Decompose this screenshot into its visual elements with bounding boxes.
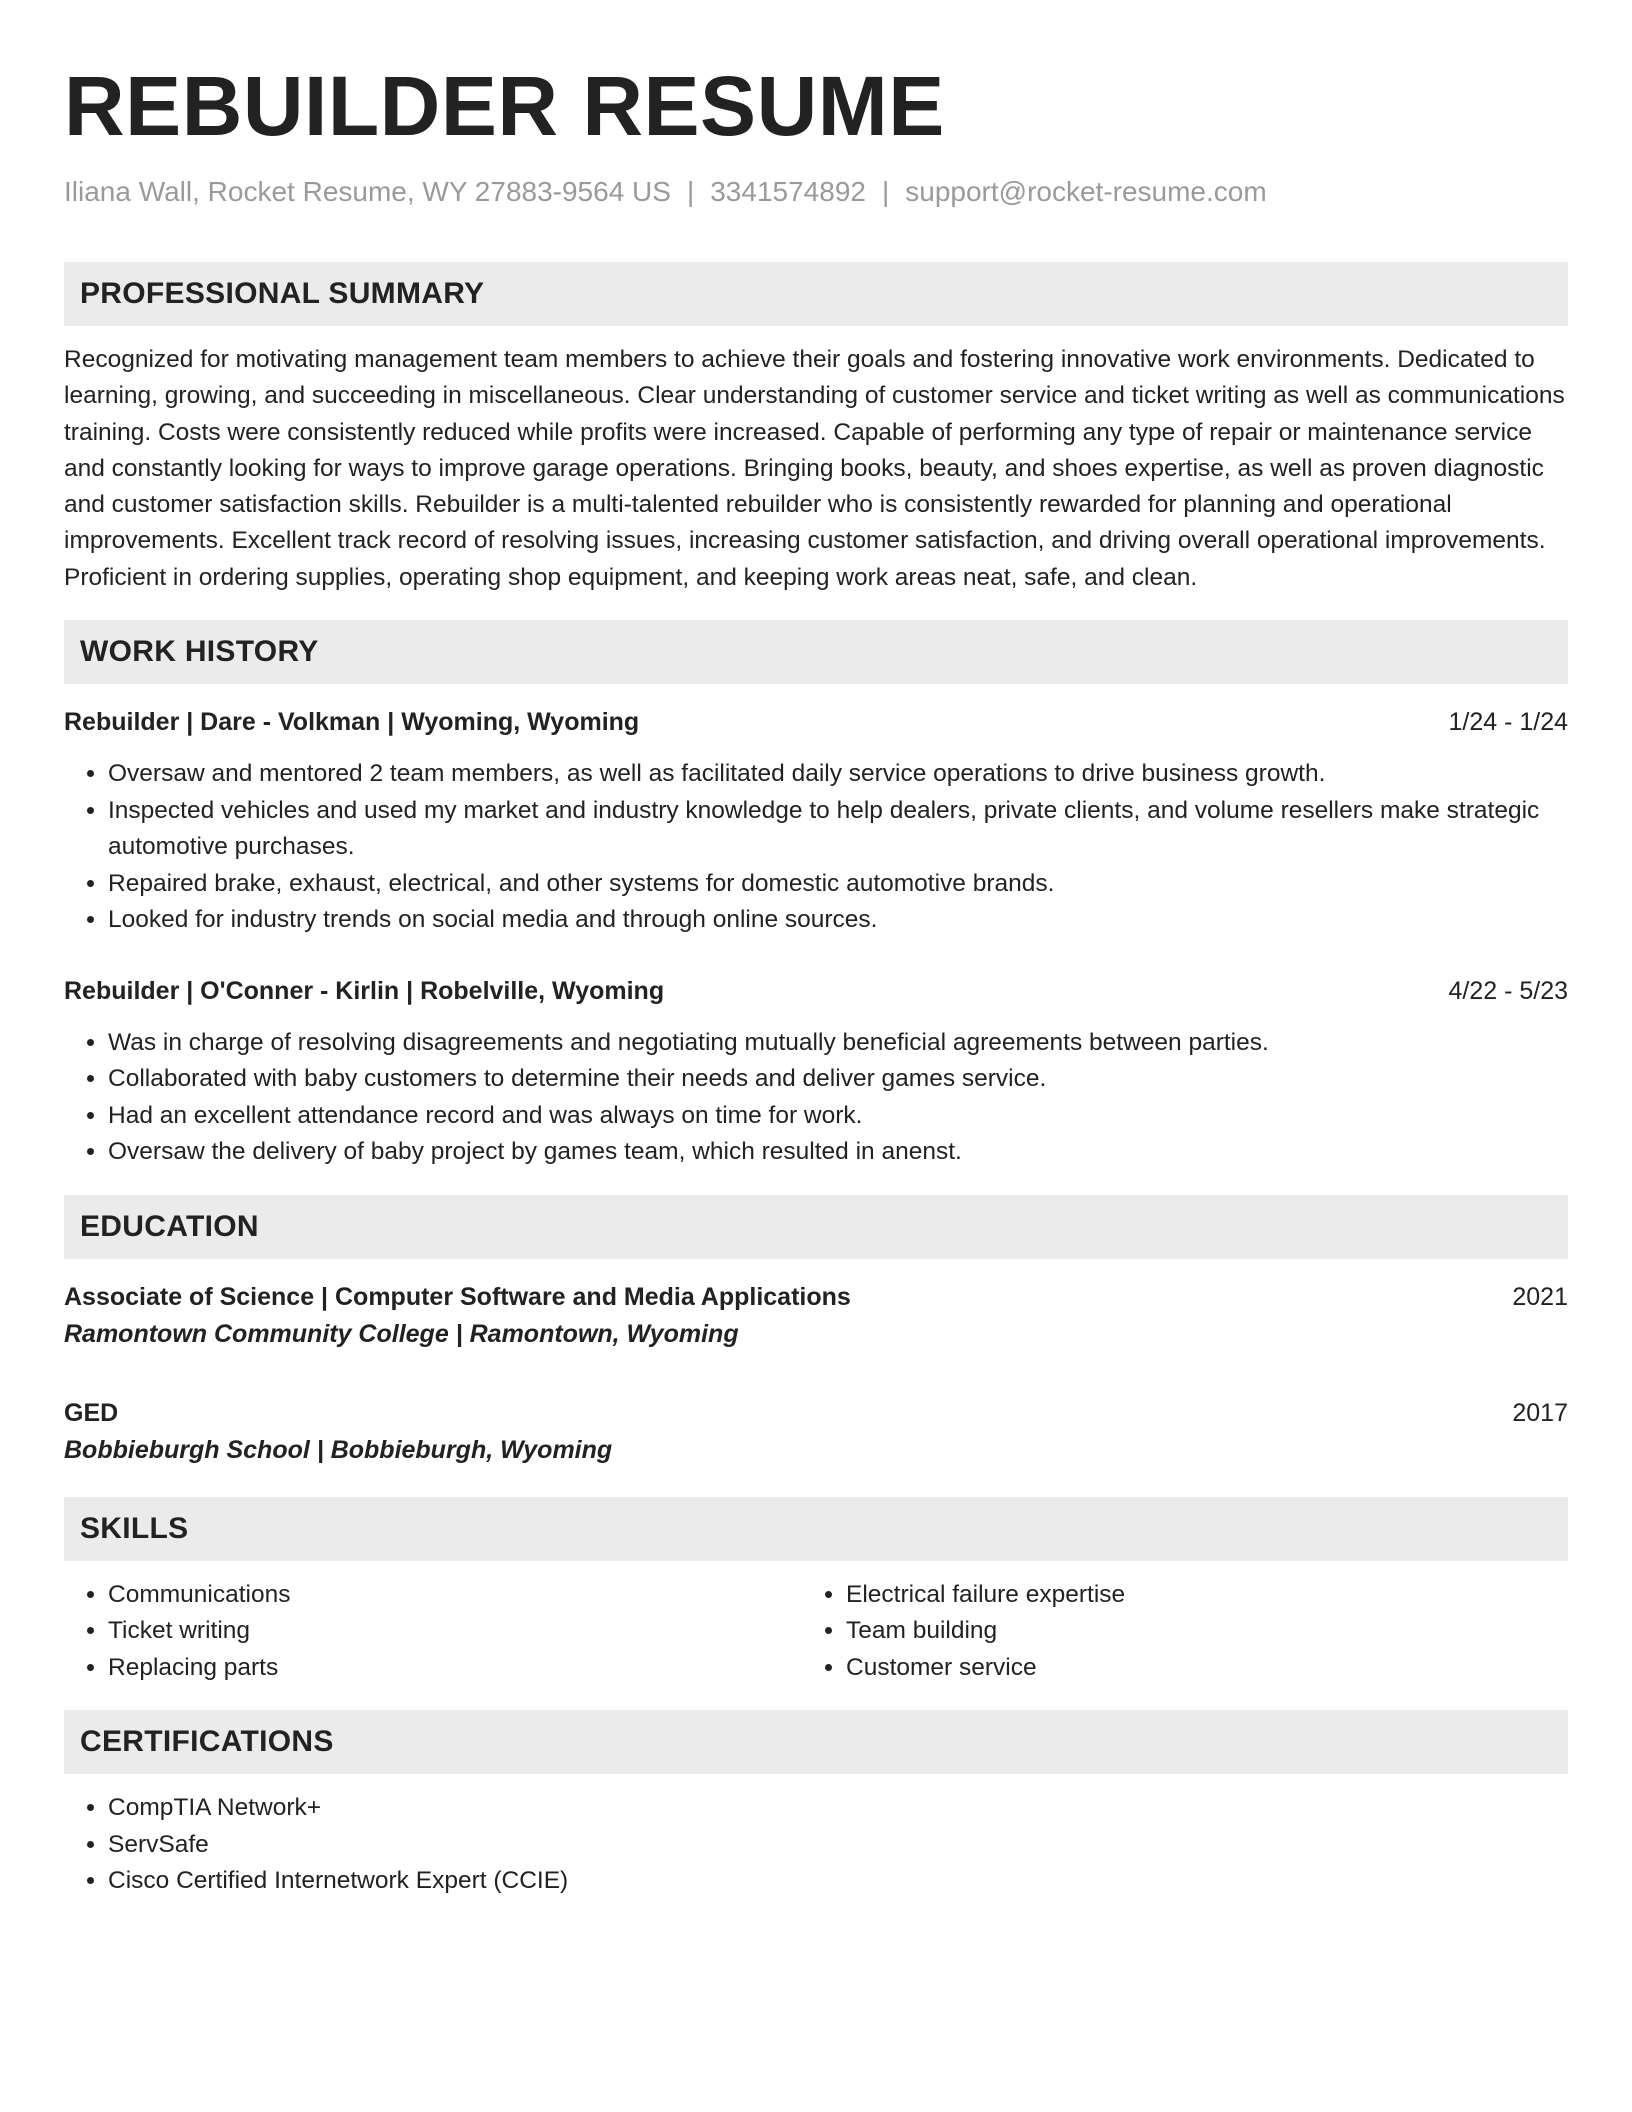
- job-bullet: • Inspected vehicles and used my market and industry knowledge to help dealers, private clients, and volume resellers make strategic automotive purchases.: [108, 793, 1568, 866]
- job-title: Rebuilder | Dare - Volkman | Wyoming, Wyoming: [64, 708, 640, 737]
- job-bullet: • Looked for industry trends on social media and through online sources.: [108, 902, 1568, 939]
- education-degree: GED: [64, 1398, 119, 1427]
- education-header: [64, 1279, 1568, 1315]
- summary-section-header: [64, 262, 1568, 326]
- education-heading: EDUCATION: [80, 1209, 259, 1243]
- job-entry: [64, 973, 1568, 1171]
- skills-column-right: [802, 1577, 1540, 1687]
- summary-text: Recognized for motivating management team members to achieve their goals and fostering innovative work environments. Dedicated to learning, growing, and succeeding in miscellaneous. Clear understanding of customer service and ticket writing as well as communications training. Costs were consistently reduced while profits were increased. Capable of performing any type of repair or maintenance service and constantly looking for ways to improve garage operations. Bringing books, beauty, and shoes expertise, as well as proven diagnostic and customer satisfaction skills. Rebuilder is a multi-talented rebuilder who is consistently rewarded for planning and operational improvements. Excellent track record of resolving issues, increasing customer satisfaction, and driving overall operational improvements. Proficient in ordering supplies, operating shop equipment, and keeping work areas neat, safe, and clean.: [64, 346, 1565, 591]
- education-year: 2021: [1512, 1282, 1568, 1311]
- skills-list: [64, 1577, 1568, 1687]
- job-header: [64, 704, 1568, 740]
- job-bullet: • Oversaw the delivery of baby project by games team, which resulted in anenst.: [108, 1134, 1568, 1171]
- certification-item: • Cisco Certified Internetwork Expert (CCIE): [108, 1863, 1568, 1900]
- skills-column-left: [64, 1577, 802, 1687]
- skill-item: • Replacing parts: [108, 1650, 802, 1687]
- job-dates: 1/24 - 1/24: [1448, 708, 1568, 737]
- certifications-section-header: [64, 1710, 1568, 1774]
- skills-heading: SKILLS: [80, 1511, 189, 1545]
- job-dates: 4/22 - 5/23: [1448, 976, 1568, 1005]
- skill-item: • Communications: [108, 1577, 802, 1614]
- contact-phone: 3341574892: [710, 176, 866, 207]
- certification-item: • ServSafe: [108, 1827, 1568, 1864]
- job-bullets: [64, 1025, 1568, 1171]
- job-bullet: • Repaired brake, exhaust, electrical, and other systems for domestic automotive brands.: [108, 866, 1568, 903]
- education-header: [64, 1395, 1568, 1431]
- skills-section-header: [64, 1497, 1568, 1561]
- resume-title: REBUILDER RESUME: [64, 59, 945, 153]
- education-section-header: [64, 1195, 1568, 1259]
- education-school: Bobbieburgh School | Bobbieburgh, Wyoming: [64, 1435, 613, 1464]
- job-bullet: • Had an excellent attendance record and was always on time for work.: [108, 1098, 1568, 1135]
- contact-address: Iliana Wall, Rocket Resume, WY 27883-9564 US: [64, 176, 671, 207]
- job-bullet: • Oversaw and mentored 2 team members, as well as facilitated daily service operations to drive business growth.: [108, 756, 1568, 793]
- job-header: [64, 973, 1568, 1009]
- education-year: 2017: [1512, 1398, 1568, 1427]
- contact-separator: |: [881, 176, 890, 207]
- work-section-header: [64, 620, 1568, 684]
- job-title: Rebuilder | O'Conner - Kirlin | Robelville, Wyoming: [64, 976, 665, 1005]
- job-bullet: • Collaborated with baby customers to determine their needs and deliver games service.: [108, 1061, 1568, 1098]
- skill-item: • Electrical failure expertise: [846, 1577, 1540, 1614]
- summary-heading: PROFESSIONAL SUMMARY: [80, 277, 485, 310]
- education-school: Ramontown Community College | Ramontown, Wyoming: [64, 1319, 739, 1348]
- work-heading: WORK HISTORY: [80, 635, 319, 669]
- education-entry: [64, 1395, 1568, 1469]
- certification-item: • CompTIA Network+: [108, 1790, 1568, 1827]
- education-entry: [64, 1279, 1568, 1353]
- certifications-list: [64, 1790, 1568, 1900]
- job-bullet: • Was in charge of resolving disagreements and negotiating mutually beneficial agreements between parties.: [108, 1025, 1568, 1062]
- job-entry: [64, 704, 1568, 939]
- contact-line: [64, 174, 1568, 210]
- contact-separator: |: [686, 176, 695, 207]
- education-degree: Associate of Science | Computer Software and Media Applications: [64, 1282, 851, 1311]
- skill-item: • Team building: [846, 1613, 1540, 1650]
- job-bullets: [64, 756, 1568, 939]
- skill-item: • Customer service: [846, 1650, 1540, 1687]
- skill-item: • Ticket writing: [108, 1613, 802, 1650]
- certifications-heading: CERTIFICATIONS: [80, 1725, 334, 1759]
- contact-email: support@rocket-resume.com: [905, 176, 1267, 207]
